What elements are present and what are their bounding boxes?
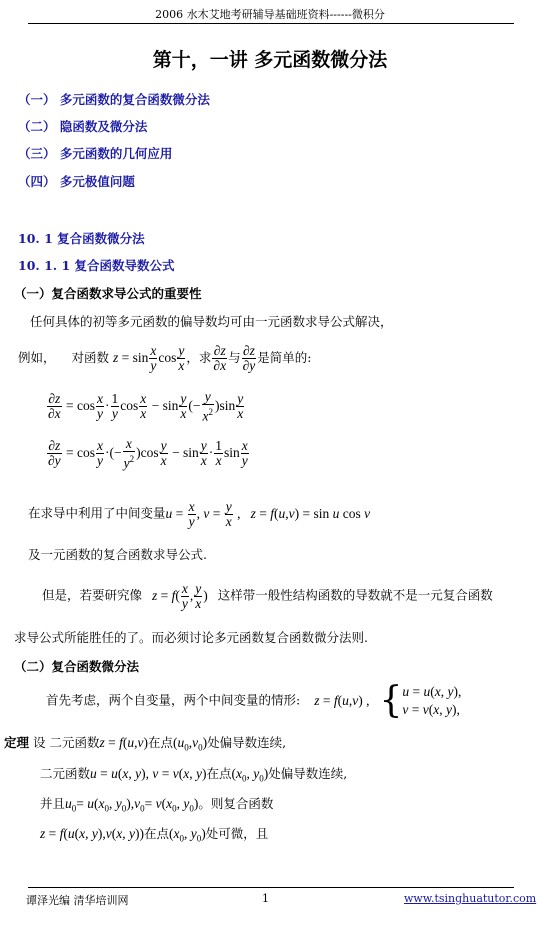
subsection-heading-two: （二）复合函数微分法	[14, 659, 140, 674]
but-line: 但是，若要研究像 z = f( $\frac{x}{y}$ , $\frac{y}{x}$ ) 这样带一般性结构函数的导数就不是一元复合函数	[42, 581, 493, 611]
example-pre: 对函数	[71, 350, 110, 365]
continuation-text: 求导公式所能胜任的了。而必须讨论多元函数复合函数微分法则.	[14, 630, 368, 645]
section-heading-10-1-1: 10. 1. 1 复合函数导数公式	[18, 258, 175, 273]
example-mid: ，求	[186, 350, 212, 365]
example-and: 与	[228, 350, 241, 365]
theorem-line-2: 二元函数u = u(x, y), v = v(x, y)在点($x_0$, $y_0$)处偏导数连续,	[40, 766, 348, 784]
section-heading-10-1: 10. 1 复合函数微分法	[18, 231, 145, 246]
theorem-text-2c: 处偏导数连续,	[268, 766, 348, 781]
example-post: 是简单的:	[257, 350, 312, 365]
footer-link[interactable]: www.tsinghuatutor.com	[404, 892, 537, 905]
but-text: 但是，若要研究像	[42, 587, 143, 603]
theorem-text-1: 设 二元函数	[33, 735, 100, 750]
page-title: 第十，一讲 多元函数微分法	[152, 49, 388, 71]
theorem-text-1c: 处偏导数连续,	[207, 735, 287, 750]
but-post-text: 这样带一般性结构函数的导数就不是一元复合函数	[217, 587, 493, 603]
footer-author: 谭泽光编 清华培训网	[26, 894, 129, 907]
composite-text: 及一元函数的复合函数求导公式.	[28, 547, 207, 562]
theorem-line-4: z = f(u(x, y),v(x, y))在点($x_0$, $y_0$)处可微，且	[40, 826, 269, 844]
theorem-line-1: 定理 设 二元函数z = f(u,v)在点$(u_0,v_0)$处偏导数连续,	[4, 735, 287, 753]
example-formula: z = sin $\frac{x}{y}$ cos $\frac{y}{x}$	[113, 343, 185, 374]
header-rule	[28, 23, 514, 24]
theorem-text-2b: 在点	[206, 766, 232, 781]
theorem-text-3b: 。则复合函数	[198, 796, 274, 811]
toc-item-1[interactable]: （一） 多元函数的复合函数微分法	[18, 92, 210, 107]
middle-variable-line: 在求导中利用了中间变量u = $\frac{x}{y}$ , v = $\frac{y}{x}$ , z = f(u,v) = sin u cos v	[28, 499, 371, 529]
first-consider-line: 首先考虑，两个自变量，两个中间变量的情形: z = f(u,v) , { u = u(x, y), v = v(x, y),	[46, 680, 462, 721]
toc-item-2[interactable]: （二） 隐函数及微分法	[18, 119, 148, 134]
formula-dz-dy: $\frac{\partial z}{\partial y}$ = cos $\frac{x}{y}$ ·(− $\frac{x}{y^2}$ )cos $\frac{y}{x}$ − sin $\frac{y}{x}$ · $\frac{1}{x}$ sin $\frac{x}{y}$	[48, 436, 248, 471]
theorem-text-4c: 处可微，且	[205, 826, 269, 841]
theorem-text-2: 二元函数	[40, 766, 91, 781]
theorem-text-4b: 在点	[144, 826, 170, 841]
example-line: 例如， 对函数 z = sin $\frac{x}{y}$ cos $\frac{y}{x}$ ，求 $\frac{\partial z}{\partial x}$ 与 $\frac{\partial z}{\partial y}$ 是简单的:	[18, 343, 312, 374]
subsection-heading-one: （一）复合函数求导公式的重要性	[14, 286, 202, 301]
theorem-line-3: 并且$u_0= u(x_0$, $y_0),v_0= v(x_0$, $y_0$)。则复合函数	[40, 796, 274, 814]
paragraph-intro: 任何具体的初等多元函数的偏导数均可由一元函数求导公式解决，	[30, 314, 393, 329]
theorem-text-1b: 在点	[148, 735, 174, 750]
formula-dz-dx: $\frac{\partial z}{\partial x}$ = cos $\frac{x}{y}$ · $\frac{1}{y}$ cos $\frac{x}{x}$ − sin $\frac{y}{x}$ (− $\frac{y}{x^2}$ )sin $\frac{y}{x}$	[48, 389, 244, 424]
example-label: 例如，	[18, 350, 56, 365]
middle-variable-text: 在求导中利用了中间变量	[28, 505, 166, 521]
toc-item-3[interactable]: （三） 多元函数的几何应用	[18, 146, 173, 161]
page-header: 2006 水木艾地考研辅导基础班资料------微积分	[155, 8, 385, 21]
footer-rule	[28, 887, 514, 888]
page-number: 1	[262, 892, 269, 905]
theorem-text-3: 并且	[40, 796, 66, 811]
toc-item-4[interactable]: （四） 多元极值问题	[18, 174, 135, 189]
first-consider-text: 首先考虑，两个自变量，两个中间变量的情形:	[46, 692, 301, 708]
theorem-label: 定理	[4, 735, 30, 750]
